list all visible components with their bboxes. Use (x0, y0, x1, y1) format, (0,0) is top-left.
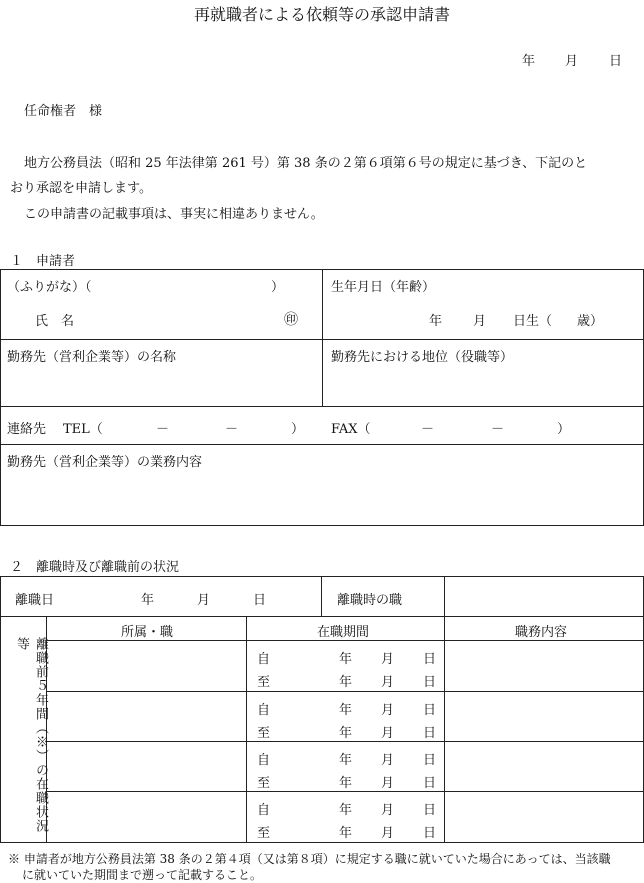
from-label: 自 (257, 652, 271, 667)
intro-line-3: この申請書の記載事項は、事実に相違ありません。 (24, 207, 324, 222)
footnote-line-1: ※ 申請者が地方公務員法第 38 条の２第４項（又は第８項）に規定する職に就いていた場合にあっては、当該職 (8, 852, 611, 866)
name-cell (1, 270, 323, 340)
fax-label: FAX（ (331, 422, 371, 437)
to-day: 日 (423, 675, 437, 690)
contact-cell (1, 407, 644, 445)
intro-line-1: 地方公務員法（昭和 25 年法律第 261 号）第 38 条の２第６項第６号の規定に基づき、下記のと (24, 156, 588, 171)
from-label: 自 (257, 753, 271, 768)
from-month: 月 (381, 753, 395, 768)
from-year: 年 (339, 753, 353, 768)
fax-dash-2: － (491, 422, 505, 437)
from-month: 月 (381, 652, 395, 667)
to-label: 至 (257, 826, 271, 841)
col-duties-text: 職務内容 (515, 625, 568, 640)
seal-mark-icon: ㊞ (284, 312, 298, 328)
to-year: 年 (339, 726, 353, 741)
section1-heading: １ 申請者 (10, 254, 76, 269)
history-row-period (247, 692, 445, 742)
retire-year: 年 (141, 593, 155, 608)
to-month: 月 (381, 726, 395, 741)
employer-name-cell (1, 340, 323, 407)
birth-age: 歳） (577, 314, 604, 329)
tel-label: TEL（ (63, 422, 103, 437)
retire-post-cell (445, 577, 644, 617)
retire-date-label: 離職日 (15, 593, 55, 608)
date-year: 年 (522, 54, 536, 69)
to-month: 月 (381, 675, 395, 690)
furigana-label: （ふりがな）（ (7, 280, 92, 295)
from-year: 年 (339, 652, 353, 667)
birth-year: 年 (429, 314, 443, 329)
from-day: 日 (423, 703, 437, 718)
col-duties-header (445, 617, 644, 641)
to-year: 年 (339, 776, 353, 791)
to-day: 日 (423, 726, 437, 741)
from-month: 月 (381, 703, 395, 718)
from-day: 日 (423, 652, 437, 667)
retire-post-label: 離職時の職 (337, 593, 403, 608)
to-month: 月 (381, 826, 395, 841)
section2-heading: ２ 離職時及び離職前の状況 (10, 560, 180, 575)
employer-name-label: 勤務先（営利企業等）の名称 (7, 350, 177, 365)
to-year: 年 (339, 826, 353, 841)
col-period-text: 在職期間 (317, 625, 370, 640)
date-month: 月 (565, 54, 579, 69)
history-row-duties (445, 792, 644, 843)
retire-divider (321, 576, 322, 617)
birth-label: 生年月日（年齢） (331, 280, 436, 295)
side-label: 離職前５年間（※）の在職状況等 (14, 637, 48, 833)
col-affiliation-text: 所属・職 (121, 625, 174, 640)
side-label-cell (1, 617, 47, 843)
to-label: 至 (257, 776, 271, 791)
retire-month: 月 (197, 593, 211, 608)
col-period-header (247, 617, 445, 641)
history-row-duties (445, 641, 644, 692)
history-row-affiliation (47, 792, 247, 843)
from-year: 年 (339, 703, 353, 718)
birth-month: 月 (473, 314, 487, 329)
retire-day: 日 (253, 593, 267, 608)
fax-dash-1: － (421, 422, 435, 437)
history-row-period (247, 742, 445, 792)
from-month: 月 (381, 803, 395, 818)
from-day: 日 (423, 753, 437, 768)
footnote-line-2: に就いていた期間まで遡って記載すること。 (22, 868, 263, 882)
history-row-duties (445, 692, 644, 742)
to-month: 月 (381, 776, 395, 791)
to-day: 日 (423, 776, 437, 791)
birth-cell (323, 270, 644, 340)
date-day: 日 (609, 54, 623, 69)
history-row-affiliation (47, 742, 247, 792)
intro-line-2: おり承認を申請します。 (10, 181, 152, 196)
tel-dash-1: － (156, 422, 170, 437)
to-label: 至 (257, 726, 271, 741)
history-row-period (247, 641, 445, 692)
document-title: 再就職者による依頼等の承認申請書 (193, 5, 450, 24)
applicant-table (0, 269, 644, 526)
addressee: 任命権者 様 (24, 104, 103, 119)
position-cell (323, 340, 644, 407)
to-year: 年 (339, 675, 353, 690)
retire-date-cell (1, 577, 445, 617)
furigana-close: ） (271, 280, 285, 295)
history-row-duties (445, 742, 644, 792)
contact-label: 連絡先 (7, 422, 47, 437)
col-affiliation-header (47, 617, 247, 641)
name-label: 氏 名 (35, 314, 75, 329)
history-row-period (247, 792, 445, 843)
to-label: 至 (257, 675, 271, 690)
to-day: 日 (423, 826, 437, 841)
history-row-affiliation (47, 641, 247, 692)
business-label: 勤務先（営利企業等）の業務内容 (7, 455, 203, 470)
fax-close: ） (557, 422, 571, 437)
business-cell (1, 445, 644, 526)
employment-history-table (0, 576, 644, 843)
from-day: 日 (423, 803, 437, 818)
from-label: 自 (257, 803, 271, 818)
from-label: 自 (257, 703, 271, 718)
tel-dash-2: － (225, 422, 239, 437)
birth-day: 日生（ (513, 314, 553, 329)
tel-close: ） (291, 422, 305, 437)
history-row-affiliation (47, 692, 247, 742)
position-label: 勤務先における地位（役職等） (331, 350, 514, 365)
from-year: 年 (339, 803, 353, 818)
